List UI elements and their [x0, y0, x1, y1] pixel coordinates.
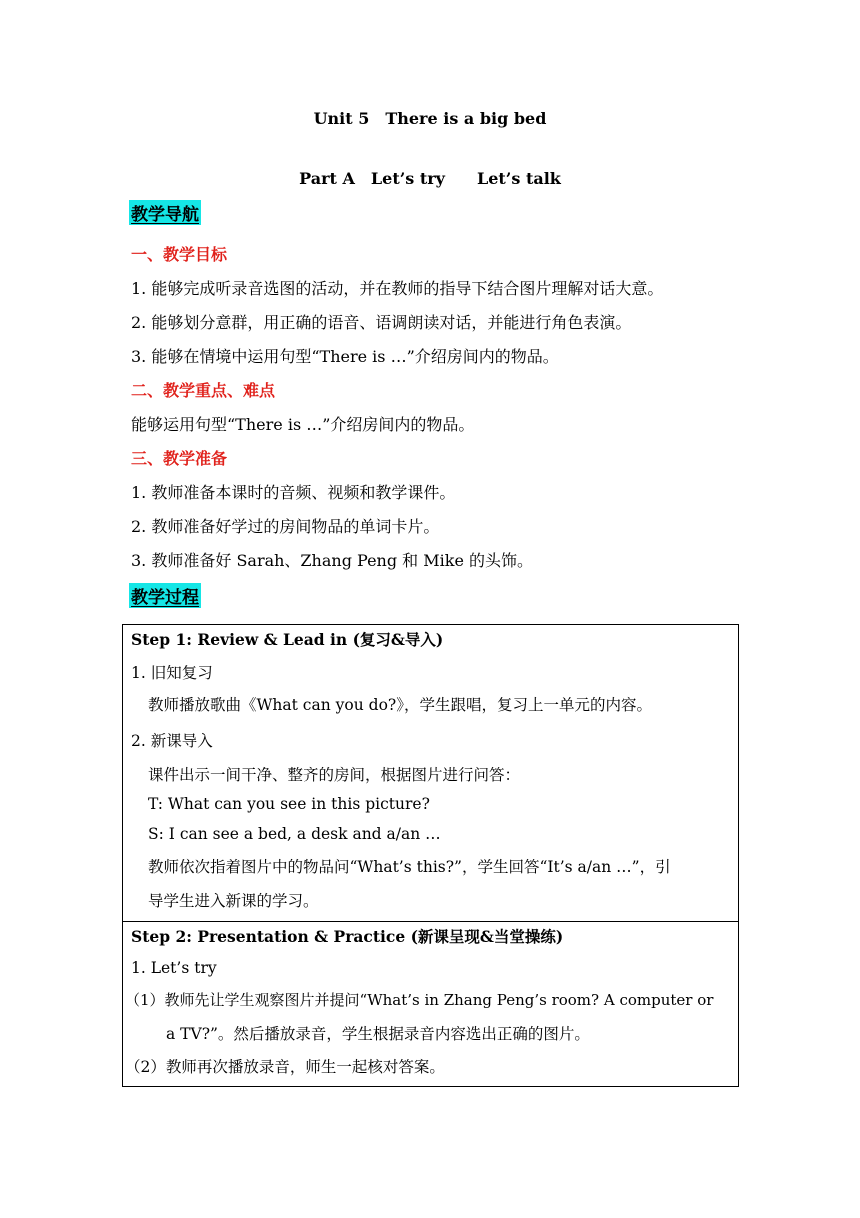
step2-line: （1）教师先让学生观察图片并提问“What’s in Zhang Peng’s room? A computer or	[125, 991, 714, 1009]
step1-line: 2. 新课导入	[131, 732, 213, 750]
section-label-process: 教学过程	[129, 583, 201, 608]
step2-line: （2）教师再次播放录音，师生一起核对答案。	[125, 1058, 445, 1076]
step1-title: Step 1: Review & Lead in (复习&导入)	[131, 630, 444, 649]
section-label-guide: 教学导航	[129, 200, 201, 225]
step1-line: 教师依次指着图片中的物品问“What’s this?”，学生回答“It’s a/an …”，引	[148, 858, 671, 876]
preparation-heading: 三、教学准备	[131, 449, 228, 468]
unit-title: Unit 5 There is a big bed	[313, 109, 547, 128]
step1-line: 导学生进入新课的学习。	[148, 892, 319, 910]
step1-line: S: I can see a bed, a desk and a/an …	[148, 825, 441, 843]
step1-box	[122, 624, 739, 922]
step2-line: 1. Let’s try	[131, 959, 217, 977]
objective-item: 1. 能够完成听录音选图的活动，并在教师的指导下结合图片理解对话大意。	[131, 279, 664, 298]
step1-line: T: What can you see in this picture?	[148, 795, 430, 813]
objective-item: 2. 能够划分意群，用正确的语音、语调朗读对话，并能进行角色表演。	[131, 313, 632, 332]
key-points-heading: 二、教学重点、难点	[131, 381, 276, 400]
step1-line: 教师播放歌曲《What can you do?》，学生跟唱，复习上一单元的内容。	[148, 696, 652, 714]
preparation-item: 3. 教师准备好 Sarah、Zhang Peng 和 Mike 的头饰。	[131, 551, 534, 570]
preparation-item: 2. 教师准备好学过的房间物品的单词卡片。	[131, 517, 440, 536]
step2-title: Step 2: Presentation & Practice (新课呈现&当堂操练)	[131, 927, 564, 946]
key-points-text: 能够运用句型“There is …”介绍房间内的物品。	[131, 415, 475, 434]
step1-line: 1. 旧知复习	[131, 664, 213, 682]
part-title: Part A Let’s try Let’s talk	[299, 169, 561, 188]
step2-line: a TV?”。然后播放录音，学生根据录音内容选出正确的图片。	[166, 1025, 590, 1043]
preparation-item: 1. 教师准备本课时的音频、视频和教学课件。	[131, 483, 456, 502]
objective-item: 3. 能够在情境中运用句型“There is …”介绍房间内的物品。	[131, 347, 559, 366]
step1-line: 课件出示一间干净、整齐的房间，根据图片进行问答：	[148, 766, 521, 784]
objectives-heading: 一、教学目标	[131, 245, 228, 264]
step2-box	[122, 921, 739, 1087]
